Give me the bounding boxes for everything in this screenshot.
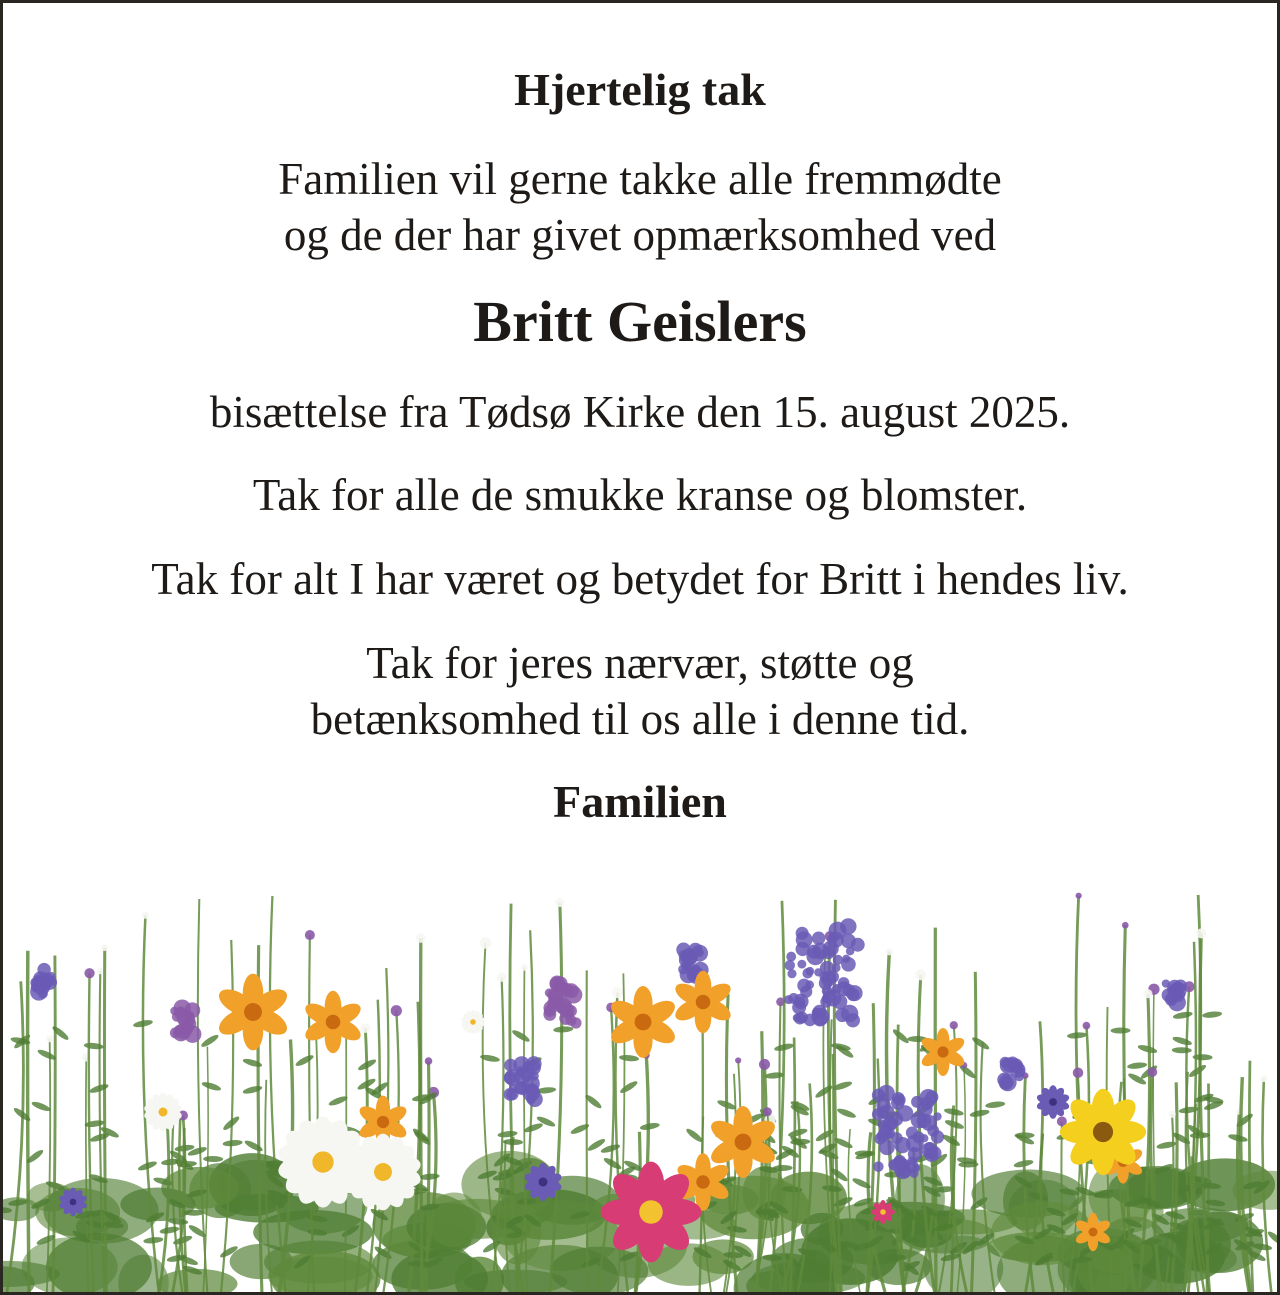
signature: Familien xyxy=(553,776,727,827)
thanks-flowers-line: Tak for alle de smukke kranse og blomster. xyxy=(252,470,1028,520)
notice-heading: Hjertelig tak xyxy=(514,64,766,115)
thanks-support-line-2: betænksomhed til os alle i denne tid. xyxy=(310,694,970,744)
intro-line-1: Familien vil gerne takke alle fremmødte xyxy=(278,154,1002,204)
thanks-support-line-1: Tak for jeres nærvær, støtte og xyxy=(366,638,914,688)
thanks-life-line: Tak for alt I har været og betydet for Britt i hendes liv. xyxy=(151,554,1129,604)
deceased-name: Britt Geislers xyxy=(473,289,807,354)
intro-line-2: og de der har givet opmærksomhed ved xyxy=(283,210,997,260)
funeral-line: bisættelse fra Tødsø Kirke den 15. august 2025. xyxy=(209,387,1071,437)
wildflower-meadow-image xyxy=(3,852,1277,1292)
